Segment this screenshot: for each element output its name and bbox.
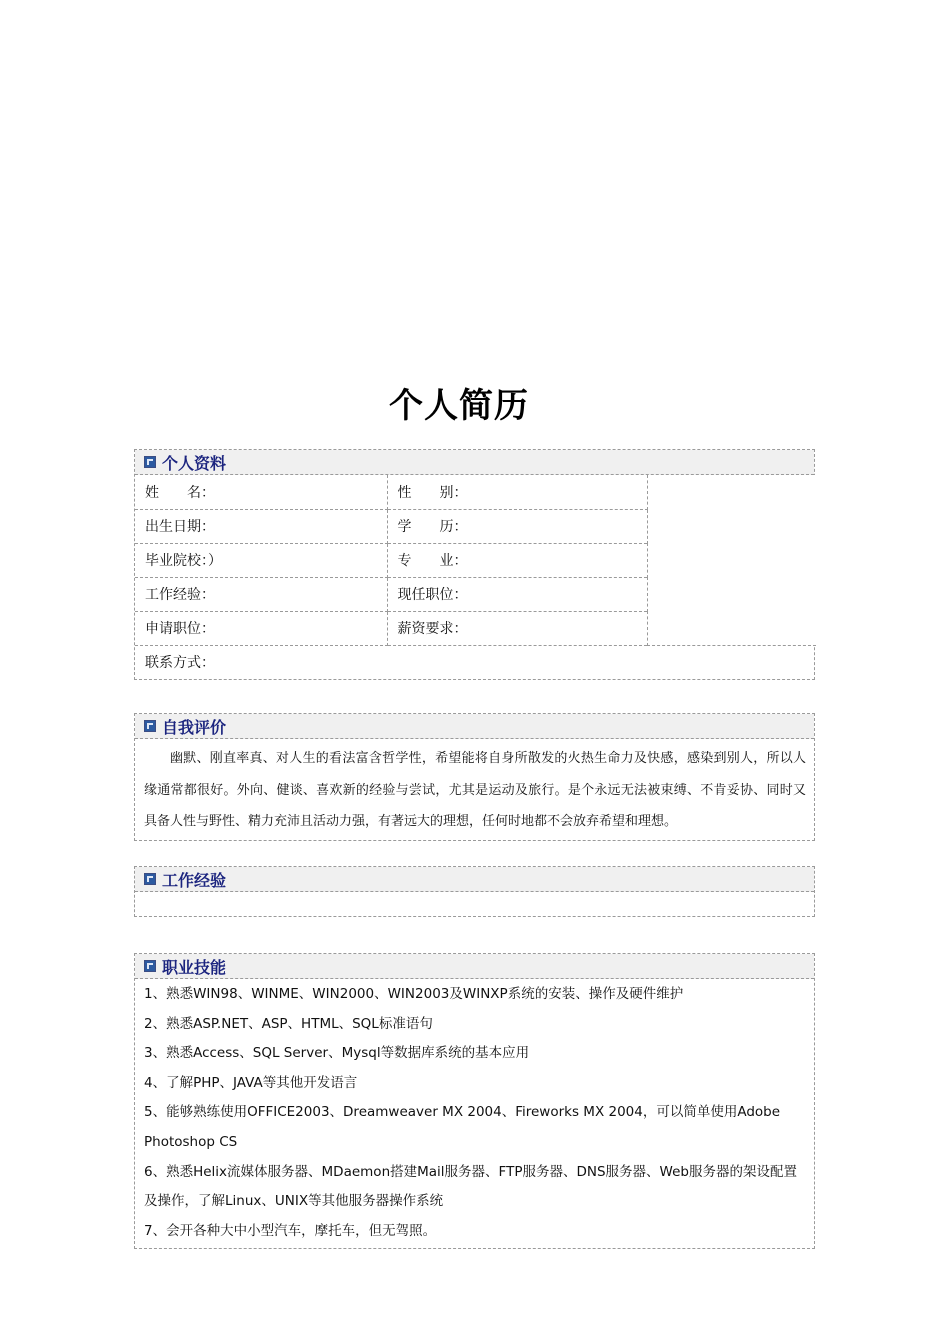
skill-item: 5、能够熟练使用OFFICE2003、Dreamweaver MX 2004、Fireworks MX 2004，可以简单使用Adobe Photoshop CS xyxy=(144,1104,781,1150)
skill-item: 7、会开各种大中小型汽车，摩托车，但无驾照。 xyxy=(144,1222,437,1239)
self-eval-heading: 自我评价 xyxy=(162,717,227,737)
self-eval-header xyxy=(135,714,814,739)
work-heading: 工作经验 xyxy=(162,870,227,890)
section-icon xyxy=(144,720,156,732)
field-major: 专 业： xyxy=(387,543,647,577)
field-experience: 工作经验： xyxy=(135,577,387,611)
skills-header xyxy=(135,954,814,979)
section-icon xyxy=(144,960,156,972)
skill-item: 1、熟悉WIN98、WINME、WIN2000、WIN2003及WINXP系统的安装、操作及硬件维护 xyxy=(144,986,684,1002)
section-icon xyxy=(144,873,156,885)
field-salary: 薪资要求： xyxy=(387,611,647,645)
field-education: 学 历： xyxy=(387,509,647,543)
field-birthdate: 出生日期： xyxy=(135,509,387,543)
profile-section xyxy=(134,449,815,680)
self-eval-section xyxy=(134,713,815,841)
profile-heading: 个人资料 xyxy=(162,453,227,473)
work-body xyxy=(135,892,814,916)
skill-item: 2、熟悉ASP.NET、ASP、HTML、SQL标准语句 xyxy=(144,1015,433,1032)
field-name: 姓 名： xyxy=(135,475,387,509)
section-icon xyxy=(144,456,156,468)
field-contact: 联系方式： xyxy=(135,645,816,679)
field-gender: 性 别： xyxy=(387,475,647,509)
page-title: 个人简历 xyxy=(389,386,529,426)
skills-heading: 职业技能 xyxy=(162,957,227,977)
field-school: 毕业院校：） xyxy=(135,543,387,577)
skill-item: 4、了解PHP、JAVA等其他开发语言 xyxy=(144,1074,358,1091)
field-applied-position: 申请职位： xyxy=(135,611,387,645)
profile-table xyxy=(135,475,816,679)
work-section xyxy=(134,866,815,917)
field-current-position: 现任职位： xyxy=(387,577,647,611)
photo-area xyxy=(647,475,816,645)
skill-item: 6、熟悉Helix流媒体服务器、MDaemon搭建Mail服务器、FTP服务器、DNS服务器、Web服务器的架设配置及操作，了解Linux、UNIX等其他服务器操作系统 xyxy=(144,1163,797,1210)
skill-item: 3、熟悉Access、SQL Server、Mysql等数据库系统的基本应用 xyxy=(144,1045,530,1062)
skills-section xyxy=(134,953,815,1249)
skills-list xyxy=(135,979,814,1248)
work-header xyxy=(135,867,814,892)
self-eval-text: 幽默、刚直率真、对人生的看法富含哲学性，希望能将自身所散发的火热生命力及快感，感染到别人，所以人缘通常都很好。外向、健谈、喜欢新的经验与尝试，尤其是运动及旅行。是个永远无法被束缚、不肯妥协、同时又具备人性与野性、精力充沛且活动力强，有著远大的理想，任何时地都不会放弃希望和理想。 xyxy=(144,751,806,829)
profile-header xyxy=(135,450,814,475)
